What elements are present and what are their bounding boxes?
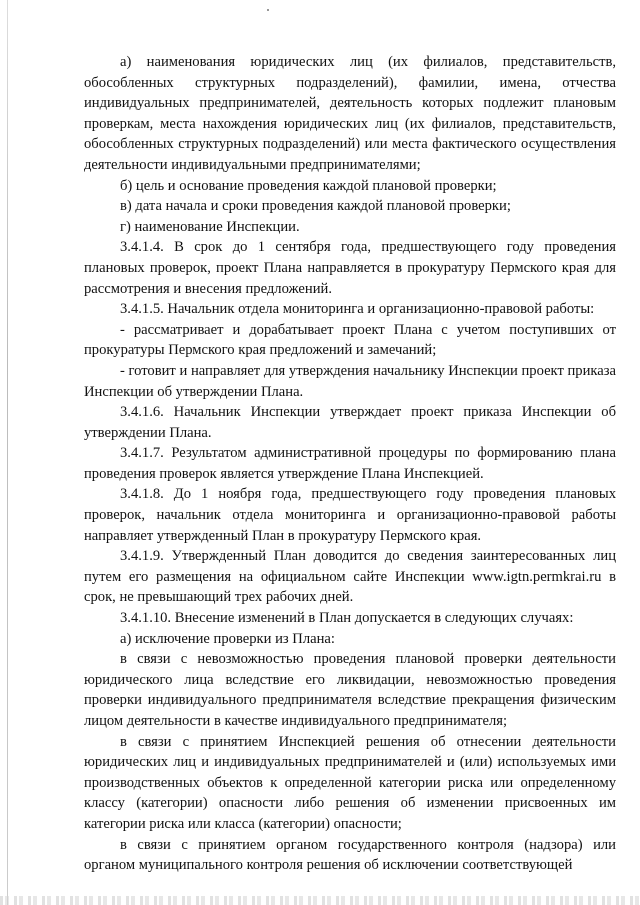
- paragraph-exclusion: а) исключение проверки из Плана:: [120, 630, 335, 647]
- scan-edge: [7, 0, 8, 905]
- paragraph-prepare-order: - готовит и направляет для утверждения начальнику Инспекции проект приказа Инспекции об утверждении Плана.: [84, 362, 616, 400]
- paragraph-g-name: г) наименование Инспекции.: [120, 218, 300, 235]
- paragraph-review-draft: - рассматривает и дорабатывает проект Плана с учетом поступивших от прокуратуры Пермского края предложений и замечаний;: [84, 321, 616, 359]
- paragraph-control-decision: в связи с принятием органом государственного контроля (надзора) или органом муниципального контроля решения об исключении соответствующей: [84, 836, 616, 874]
- paragraph-3-4-1-9: 3.4.1.9. Утвержденный План доводится до сведения заинтересованных лиц путем его размещения на официальном сайте Инспекции www.igtn.permkrai.ru в срок, не превышающий трех рабочих дней.: [84, 548, 616, 606]
- paragraph-3-4-1-5: 3.4.1.5. Начальник отдела мониторинга и организационно-правовой работы:: [120, 301, 595, 318]
- scan-speck: [267, 9, 269, 11]
- document-page: [84, 52, 616, 876]
- paragraph-risk-category: в связи с принятием Инспекцией решения об отнесении деятельности юридических лиц и индивидуальных предпринимателей и (или) используемых ими производственных объектов к определенной категории риска или определенному классу (категории) опасности либо решения об изменении присвоенных им категории риска или класса (категории) опасности;: [84, 733, 616, 832]
- paragraph-3-4-1-10: 3.4.1.10. Внесение изменений в План допускается в следующих случаях:: [120, 610, 574, 627]
- paragraph-b-purpose: б) цель и основание проведения каждой плановой проверки;: [120, 177, 497, 194]
- paragraph-3-4-1-6: 3.4.1.6. Начальник Инспекции утверждает проект приказа Инспекции об утверждении Плана.: [84, 404, 616, 441]
- paragraph-3-4-1-4: 3.4.1.4. В срок до 1 сентября года, предшествующего году проведения плановых проверок, проект Плана направляется в прокуратуру Пермского края для рассмотрения и внесения предложений.: [84, 239, 616, 297]
- scan-bottom-artifact: [0, 896, 640, 905]
- paragraph-3-4-1-7: 3.4.1.7. Результатом административной процедуры по формированию плана проведения проверок является утверждение Плана Инспекцией.: [84, 445, 616, 482]
- paragraph-v-dates: в) дата начала и сроки проведения каждой плановой проверки;: [120, 198, 511, 215]
- paragraph-3-4-1-8: 3.4.1.8. До 1 ноября года, предшествующего году проведения плановых проверок, начальник отдела мониторинга и организационно-правовой работы направляет утвержденный План в прокуратуру Пермского края.: [84, 486, 616, 544]
- paragraph-a-list-contents: а) наименования юридических лиц (их филиалов, представительств, обособленных структурных подразделений), фамилии, имена, отчества индивидуальных предпринимателей, деятельность которых подлежит плановым проверкам, места нахождения юридических лиц (их филиалов, представительств, обособленных структурных подразделений) или места фактического осуществления деятельности индивидуальными предпринимателями;: [84, 54, 616, 173]
- paragraph-liquidation: в связи с невозможностью проведения плановой проверки деятельности юридического лица вследствие его ликвидации, невозможностью проведения проверки индивидуального предпринимателя вследствие прекращения физическим лицом деятельности в качестве индивидуального предпринимателя;: [84, 651, 616, 729]
